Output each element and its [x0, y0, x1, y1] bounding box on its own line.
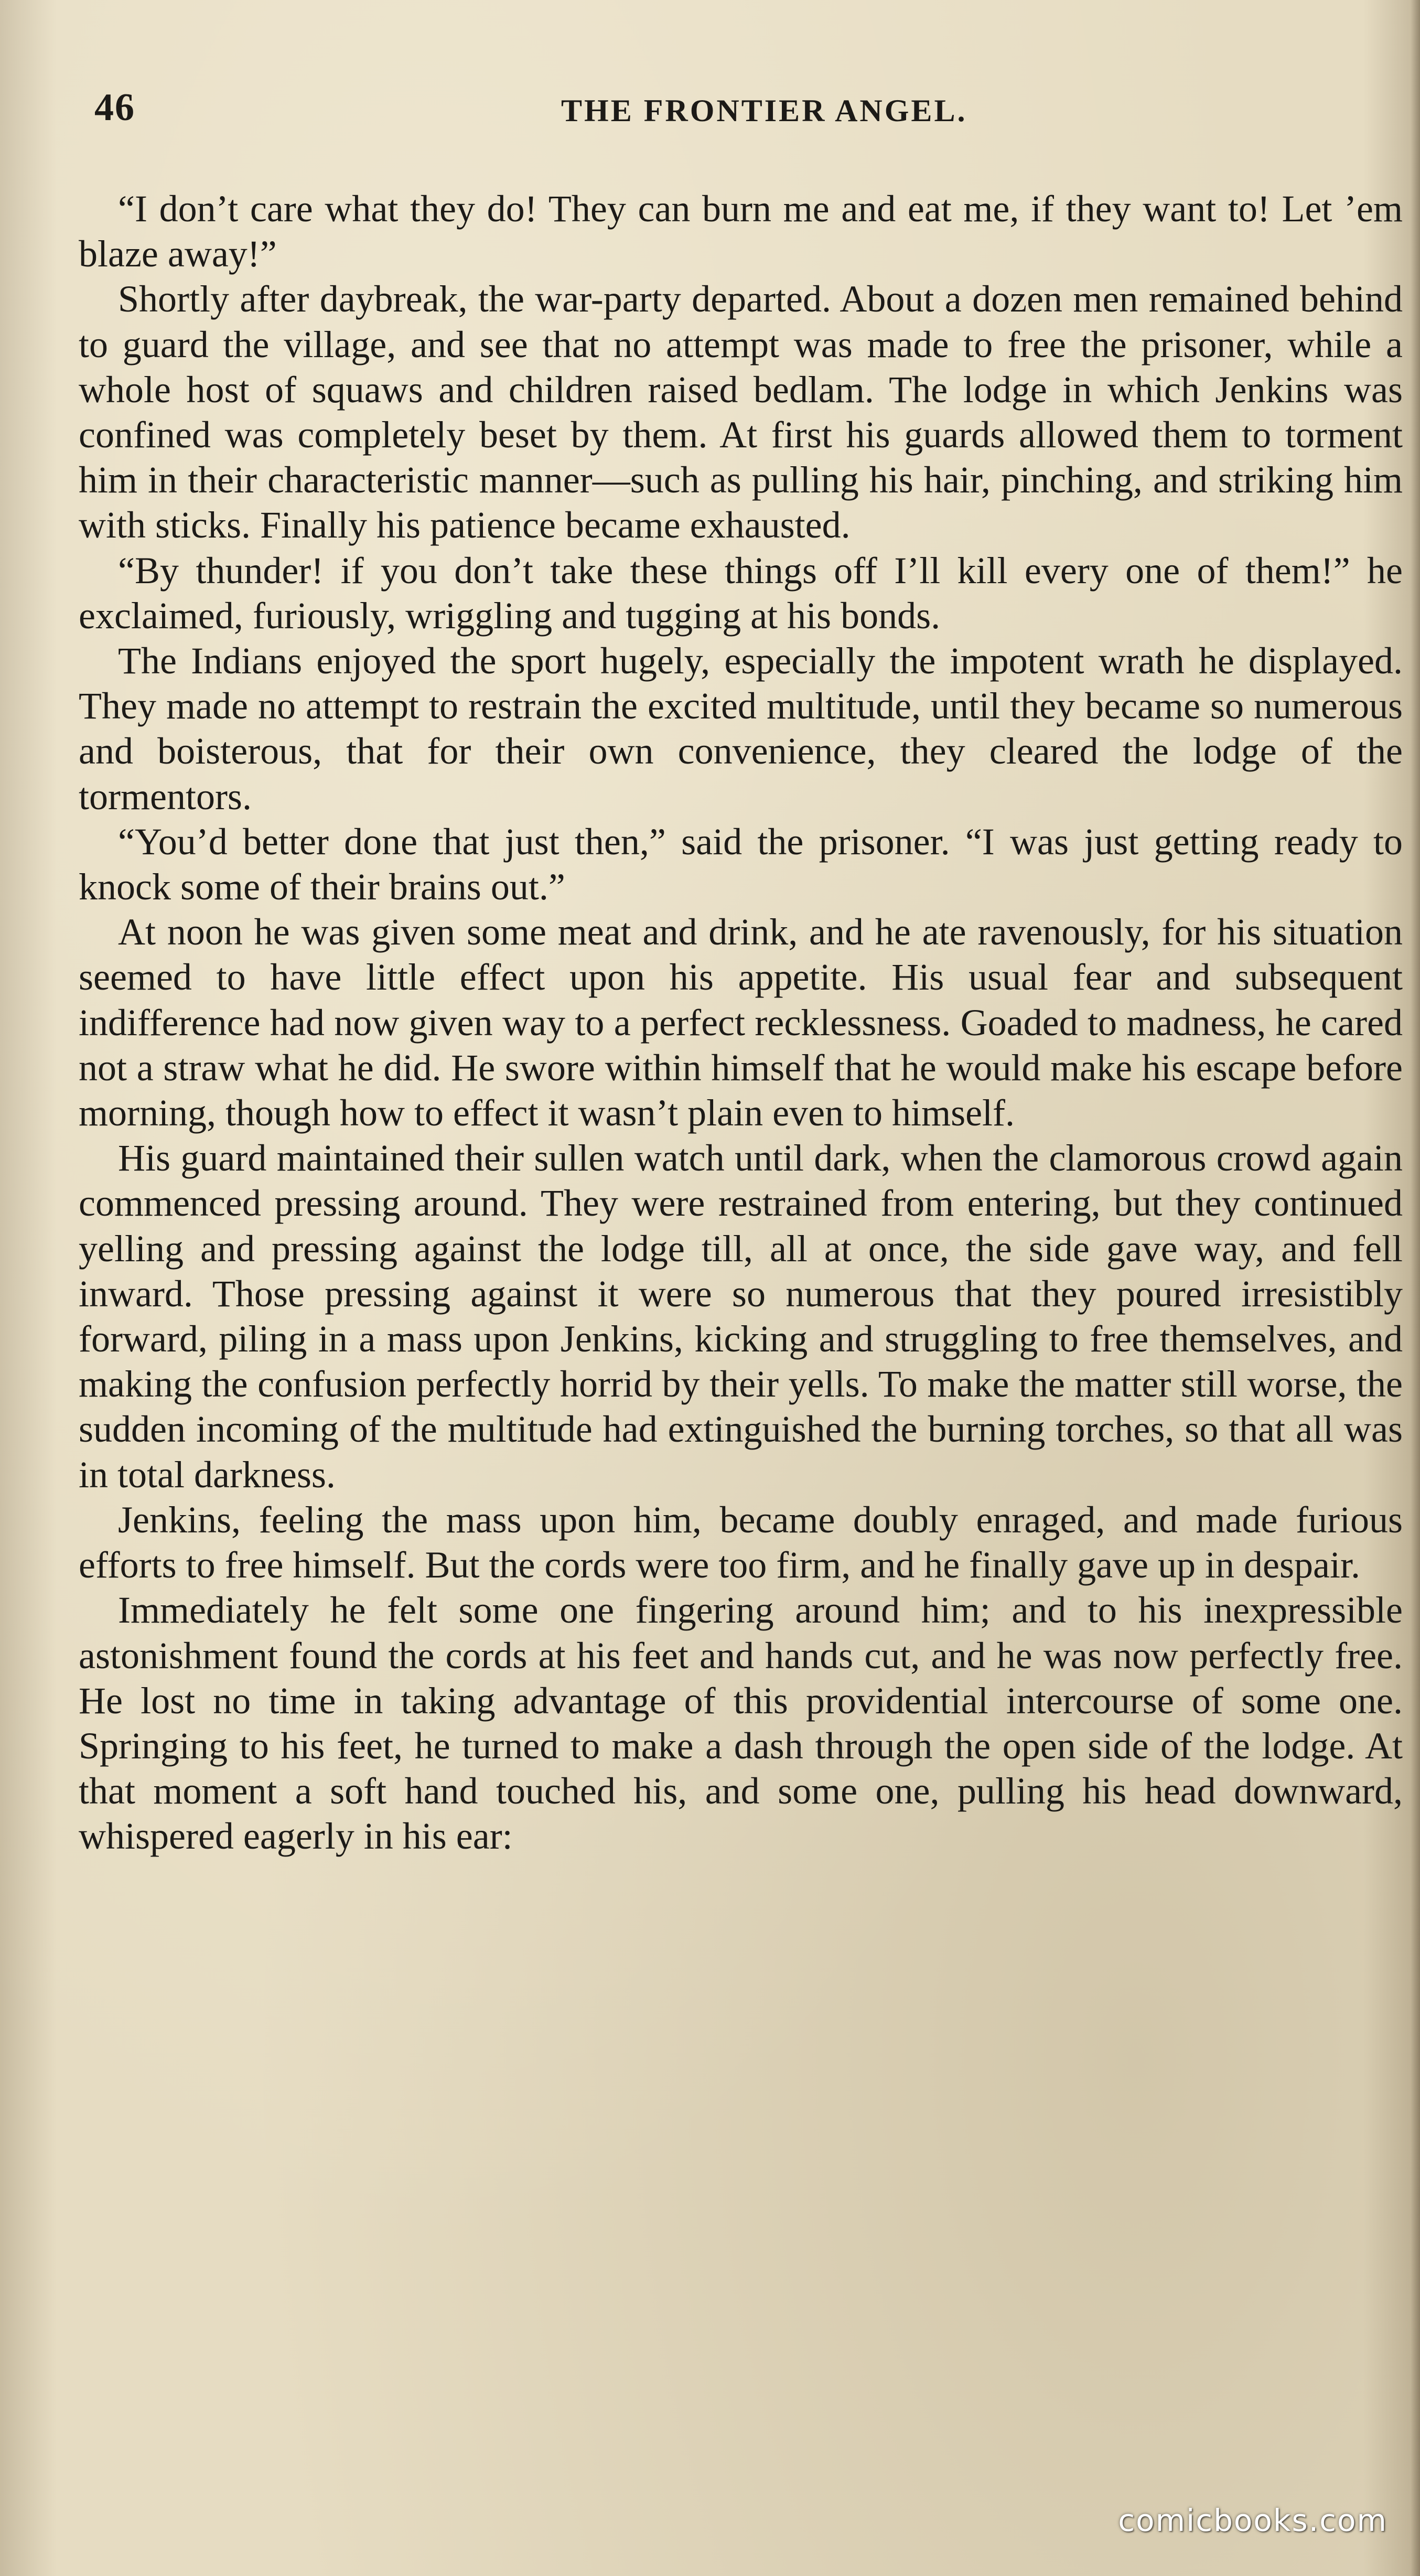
paragraph-6: At noon he was given some meat and drink, and he ate ravenously, for his situation seemed to have little effect upon his appetite. His usual fear and subsequent indifference had now given way to a perfect recklessness. Goaded to madness, he cared not a straw what he did. He swore within himself that he would make his escape before morning, though how to effect it wasn’t plain even to himself.: [79, 911, 1403, 1134]
paragraph-1: “I don’t care what they do! They can burn me and eat me, if they want to! Let ’em blaze away!”: [79, 188, 1403, 275]
paragraph-4: The Indians enjoyed the sport hugely, especially the impotent wrath he displayed. They made no attempt to restrain the excited multitude, until they became so numerous and boisterous, that for their own convenience, they cleared the lodge of the tormentors.: [79, 640, 1403, 818]
page-header: [79, 81, 1405, 139]
paragraph-9: Immediately he felt some one fingering around him; and to his inexpressible astonishment found the cords at his feet and hands cut, and he was now perfectly free. He lost no time in taking advantage of this providential intercourse of some one. Springing to his feet, he turned to make a dash through the open side of the lodge. At that moment a soft hand touched his, and some one, pulling his head downward, whispered eagerly in his ear:: [79, 1589, 1403, 1858]
paragraph-7: His guard maintained their sullen watch until dark, when the clamorous crowd again commenced pressing around. They were restrained from entering, but they continued yelling and pressing against the lodge till, all at once, the side gave way, and fell inward. Those pressing against it were so numerous that they poured irresistibly forward, piling in a mass upon Jenkins, kicking and struggling to free themselves, and making the confusion perfectly horrid by their yells. To make the matter still worse, the sudden incoming of the multitude had extinguished the burning torches, so that all was in total darkness.: [79, 1137, 1403, 1496]
paragraph-5: “You’d better done that just then,” said the prisoner. “I was just getting ready to knock some of their brains out.”: [79, 820, 1403, 908]
watermark: comicbooks.com: [1118, 2503, 1387, 2538]
page-number: 46: [94, 86, 135, 129]
page-edge-shadow: [1411, 0, 1420, 2576]
body-text: [79, 186, 1403, 1859]
paragraph-2: Shortly after daybreak, the war-party departed. About a dozen men remained behind to guard the village, and see that no attempt was made to free the prisoner, while a whole host of squaws and children raised bedlam. The lodge in which Jenkins was confined was completely beset by them. At first his guards allowed them to torment him in their characteristic manner—such as pulling his hair, pinching, and striking him with sticks. Finally his patience became exhausted.: [79, 278, 1403, 546]
running-title: THE FRONTIER ANGEL.: [561, 93, 967, 128]
paragraph-8: Jenkins, feeling the mass upon him, became doubly enraged, and made furious efforts to free himself. But the cords were too firm, and he finally gave up in despair.: [79, 1498, 1403, 1586]
paragraph-3: “By thunder! if you don’t take these things off I’ll kill every one of them!” he exclaimed, furiously, wriggling and tugging at his bonds.: [79, 549, 1403, 637]
